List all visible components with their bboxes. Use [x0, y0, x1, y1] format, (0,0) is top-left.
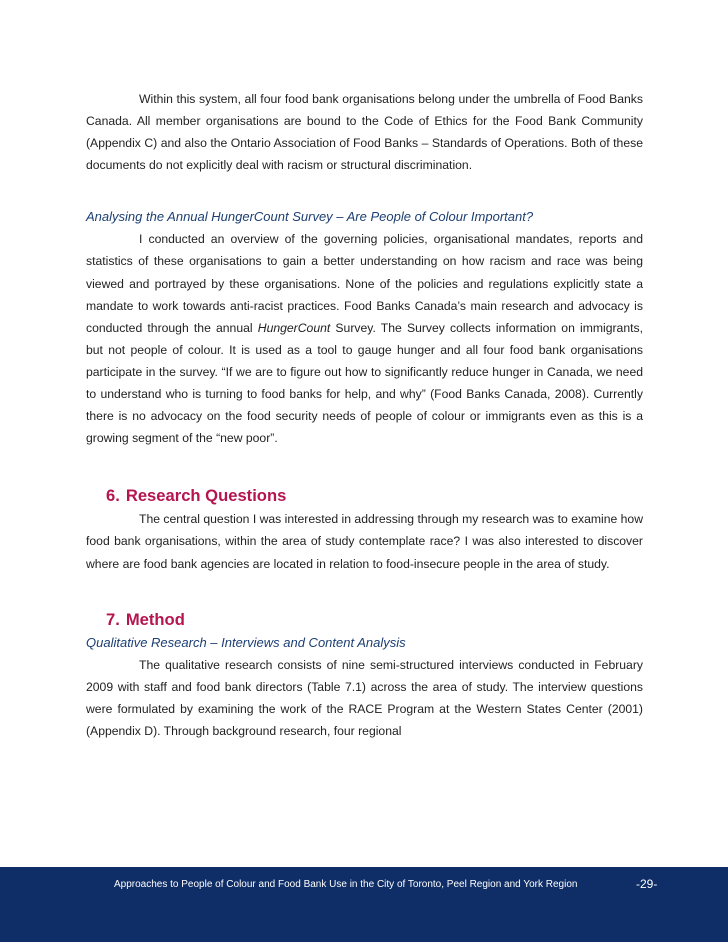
section-heading-method — [86, 608, 643, 632]
paragraph-overview-text-2: Survey. The Survey collects information on immigrants, but not people of colour. It is used as a tool to gauge hunger and all four food bank organisations participate in the survey. “If we are to figure out how to significantly reduce hunger in Canada, we need to understand who is turning to food banks for help, and why” (Food Banks Canada, 2008). Currently there is no advocacy on the food security needs of people of colour or immigrants even as this is a growing segment of the “new poor”. — [86, 320, 643, 446]
paragraph-method: The qualitative research consists of nine semi-structured interviews conducted in February 2009 with staff and food bank directors (Table 7.1) across the area of study. The interview questions were formulated by examining the work of the RACE Program at the Western States Center (2001) (Appendix D). Through background research, four regional — [86, 657, 643, 738]
section-title: Research Questions — [125, 486, 287, 506]
footer-title: Approaches to People of Colour and Food Bank Use in the City of Toronto, Peel Region and York Region — [114, 879, 578, 890]
paragraph-overview-text-1: I conducted an overview of the governing policies, organisational mandates, reports and statistics of these organisations to gain a better understanding on how racism and race was being viewed and portrayed by these organisations. None of the policies and regulations explicitly state a mandate to work towards anti-racist practices. Food Banks Canada’s main research and advocacy is conducted through the annual — [86, 232, 643, 335]
page-body — [86, 88, 643, 742]
paragraph-overview — [86, 228, 643, 449]
section-title: Method — [125, 609, 185, 629]
hungercount-italic: HungerCount — [257, 320, 331, 335]
paragraph-research-questions: The central question I was interested in addressing through my research was to examine how food bank organisations, within the area of study contemplate race? I was also interested to discover where are food bank agencies are located in relation to food-insecure people in the area of study. — [86, 512, 644, 571]
section-heading-research-questions — [86, 484, 643, 508]
page-number: -29- — [636, 877, 658, 891]
page-footer — [0, 867, 728, 942]
subheading-hungercount: Analysing the Annual HungerCount Survey – Are People of Colour Important? — [86, 209, 534, 225]
paragraph-umbrella: Within this system, all four food bank organisations belong under the umbrella of Food Banks Canada. All member organisations are bound to the Code of Ethics for the Food Bank Community (Appendix C) and also the Ontario Association of Food Banks – Standards of Operations. Both of these documents do not explicitly deal with racism or structural discrimination. — [86, 92, 643, 173]
section-number: 7. — [106, 609, 120, 629]
subheading-qualitative-research: Qualitative Research – Interviews and Content Analysis — [86, 634, 406, 650]
section-number: 6. — [106, 486, 120, 506]
